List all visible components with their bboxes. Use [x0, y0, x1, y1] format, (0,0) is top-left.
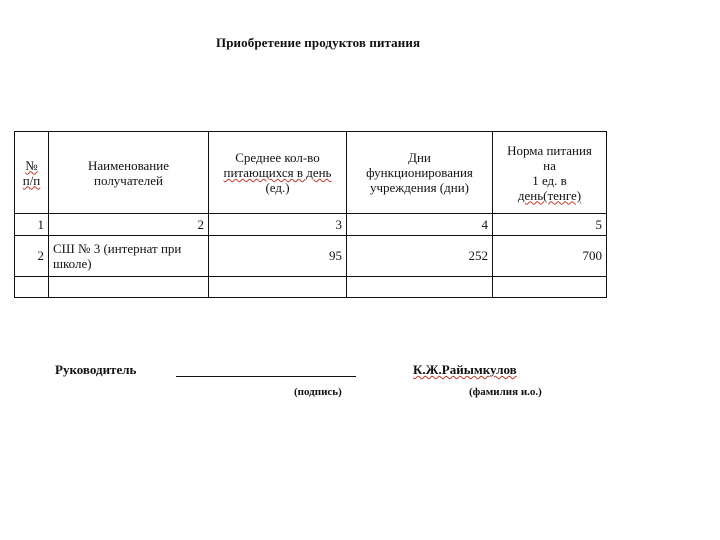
header-recipient-name: Наименование получателей — [49, 132, 209, 214]
role-label: Руководитель — [55, 362, 137, 377]
recipient-name: СШ № 3 (интернат при школе) — [49, 235, 209, 276]
table-row — [15, 235, 607, 276]
header-number: № п/п — [15, 132, 49, 214]
food-norm-value: 700 — [493, 235, 607, 276]
signature-line — [176, 376, 356, 377]
empty-table-row — [15, 276, 607, 297]
operating-days-value: 252 — [347, 235, 493, 276]
header-food-norm: Норма питания на 1 ед. в день(тенге) — [493, 132, 607, 214]
column-number-row — [15, 214, 607, 235]
table-header-row — [15, 132, 607, 214]
signature-caption: (подпись) — [294, 386, 342, 398]
purchase-table — [14, 131, 607, 298]
col-num-4: 4 — [347, 214, 493, 235]
header-operating-days: Дни функционирования учреждения (дни) — [347, 132, 493, 214]
col-num-2: 2 — [49, 214, 209, 235]
avg-eaters-value: 95 — [209, 235, 347, 276]
header-avg-eaters: Среднее кол-во питающихся в день (ед.) — [209, 132, 347, 214]
document-title: Приобретение продуктов питания — [216, 35, 421, 50]
head-name: К.Ж.Райымкулов — [413, 362, 517, 377]
name-caption: (фамилия и.о.) — [469, 386, 542, 398]
col-num-3: 3 — [209, 214, 347, 235]
col-num-5: 5 — [493, 214, 607, 235]
row-number: 2 — [15, 235, 49, 276]
col-num-1: 1 — [15, 214, 49, 235]
